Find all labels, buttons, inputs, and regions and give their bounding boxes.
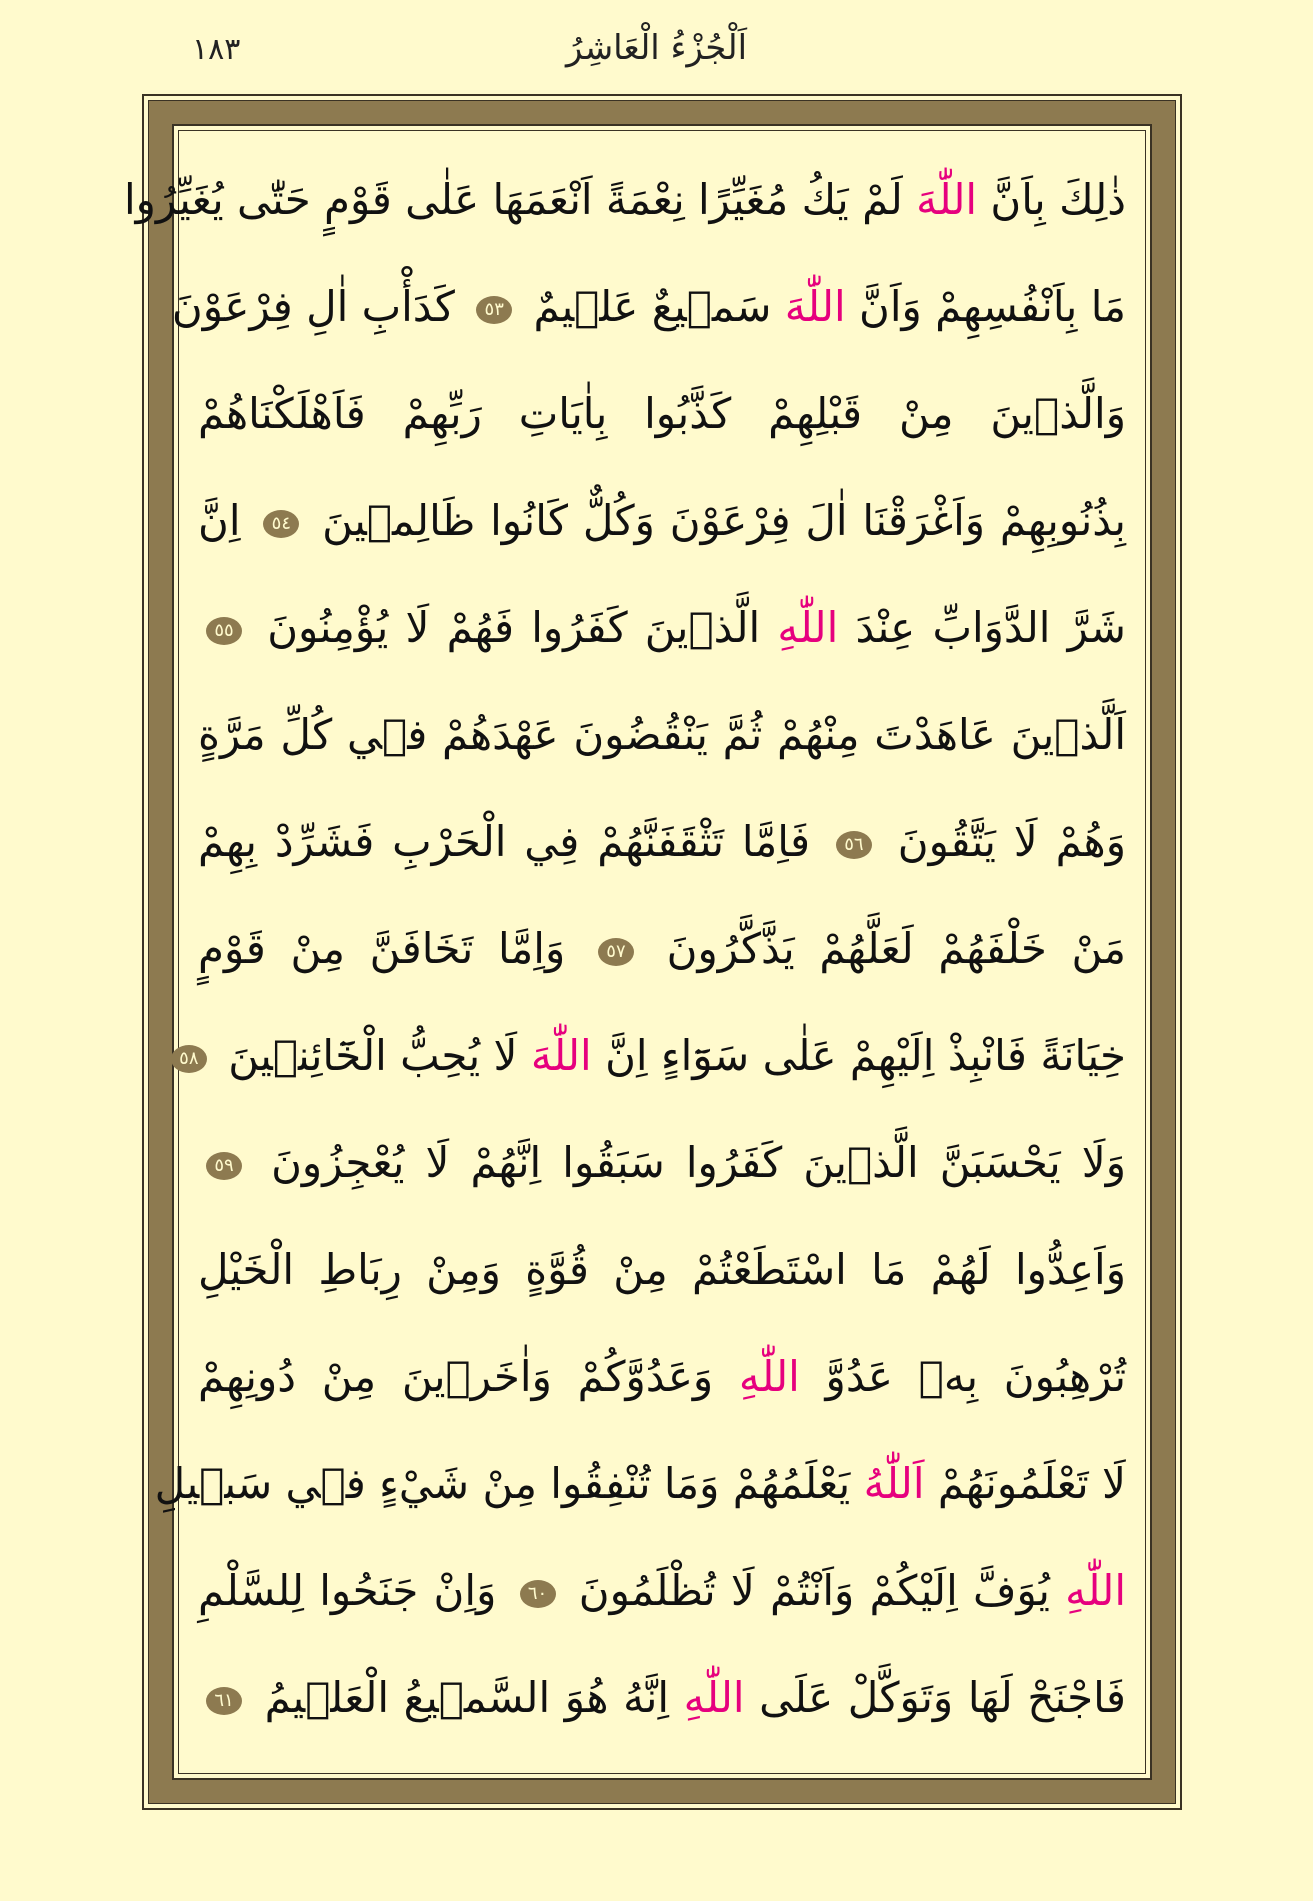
verse-line: خِيَانَةً فَانْبِذْ اِلَيْهِمْ عَلٰى سَوَٓاءٍ اِنَّ اللّٰهَ لَا يُحِبُّ الْخَٓائِن۪ينَ ٥٨ — [198, 1006, 1126, 1106]
divine-name: اللّٰهِ — [683, 1673, 745, 1722]
verse-line: تُرْهِبُونَ بِه۪ عَدُوَّ اللّٰهِ وَعَدُوَّكُمْ وَاٰخَر۪ينَ مِنْ دُونِهِمْ — [198, 1352, 1127, 1401]
verse-line: وَاَعِدُّوا لَهُمْ مَا اسْتَطَعْتُمْ مِنْ قُوَّةٍ وَمِنْ رِبَاطِ الْخَيْلِ — [198, 1245, 1126, 1294]
ayah-number-marker: ٦٠ — [520, 1580, 556, 1608]
verse-line: مَنْ خَلْفَهُمْ لَعَلَّهُمْ يَذَّكَّرُونَ ٥٧ وَاِمَّا تَخَافَنَّ مِنْ قَوْمٍ — [198, 924, 1126, 973]
verse-line: بِذُنُوبِهِمْ وَاَغْرَقْنَا اٰلَ فِرْعَوْنَ وَكُلٌّ كَانُوا ظَالِم۪ينَ ٥٤ اِنَّ — [198, 496, 1126, 545]
verse-line: شَرَّ الدَّوَابِّ عِنْدَ اللّٰهِ الَّذ۪ينَ كَفَرُوا فَهُمْ لَا يُؤْمِنُونَ ٥٥ — [198, 578, 1126, 678]
verse-line: وَلَا يَحْسَبَنَّ الَّذ۪ينَ كَفَرُوا سَبَقُوا اِنَّهُمْ لَا يُعْجِزُونَ ٥٩ — [198, 1113, 1126, 1213]
juz-title: اَلْجُزْءُ الْعَاشِرُ — [565, 28, 748, 68]
verse-line: فَاجْنَحْ لَهَا وَتَوَكَّلْ عَلَى اللّٰهِ اِنَّهُ هُوَ السَّم۪يعُ الْعَل۪يمُ ٦١ — [198, 1648, 1126, 1748]
verse-line: لَا تَعْلَمُونَهُمْ اَللّٰهُ يَعْلَمُهُمْ وَمَا تُنْفِقُوا مِنْ شَيْءٍ ف۪ي سَب۪يلِ — [154, 1459, 1126, 1508]
page-number: ١٨٣ — [192, 32, 241, 67]
verse-line: ذٰلِكَ بِاَنَّ اللّٰهَ لَمْ يَكُ مُغَيِّرًا نِعْمَةً اَنْعَمَهَا عَلٰى قَوْمٍ حَتّٰى يُغَيِّرُوا — [123, 175, 1126, 224]
divine-name: اللّٰهِ — [738, 1352, 800, 1401]
ayah-number-marker: ٥٥ — [206, 617, 242, 645]
ayah-number-marker: ٦١ — [206, 1687, 242, 1715]
divine-name: اللّٰهِ — [1065, 1566, 1126, 1615]
ayah-number-marker: ٥٩ — [206, 1152, 242, 1180]
divine-name: اللّٰهَ — [530, 1031, 592, 1080]
quran-text-area — [123, 150, 1127, 1754]
verse-line: مَا بِاَنْفُسِهِمْ وَاَنَّ اللّٰهَ سَم۪يعٌ عَل۪يمٌ ٥٣ كَدَأْبِ اٰلِ فِرْعَوْنَ — [171, 282, 1126, 331]
divine-name: اَللّٰهُ — [863, 1459, 925, 1508]
page-header — [0, 20, 1313, 80]
divine-name: اللّٰهَ — [784, 282, 846, 331]
verse-line: وَالَّذ۪ينَ مِنْ قَبْلِهِمْ كَذَّبُوا بِاٰيَاتِ رَبِّهِمْ فَاَهْلَكْنَاهُمْ — [198, 389, 1126, 438]
divine-name: اللّٰهَ — [916, 175, 978, 224]
ayah-number-marker: ٥٣ — [476, 296, 512, 324]
verse-line: اَلَّذ۪ينَ عَاهَدْتَ مِنْهُمْ ثُمَّ يَنْقُضُونَ عَهْدَهُمْ ف۪ي كُلِّ مَرَّةٍ — [198, 710, 1126, 759]
verse-line: وَهُمْ لَا يَتَّقُونَ ٥٦ فَاِمَّا تَثْقَفَنَّهُمْ فِي الْحَرْبِ فَشَرِّدْ بِهِمْ — [198, 817, 1126, 866]
divine-name: اللّٰهِ — [777, 603, 839, 652]
ayah-number-marker: ٥٤ — [263, 510, 299, 538]
ayah-number-marker: ٥٨ — [171, 1045, 207, 1073]
ayah-number-marker: ٥٧ — [598, 938, 634, 966]
ayah-number-marker: ٥٦ — [836, 831, 872, 859]
verse-line: اللّٰهِ يُوَفَّ اِلَيْكُمْ وَاَنْتُمْ لَا تُظْلَمُونَ ٦٠ وَاِنْ جَنَحُوا لِلسَّلْمِ — [198, 1566, 1126, 1615]
